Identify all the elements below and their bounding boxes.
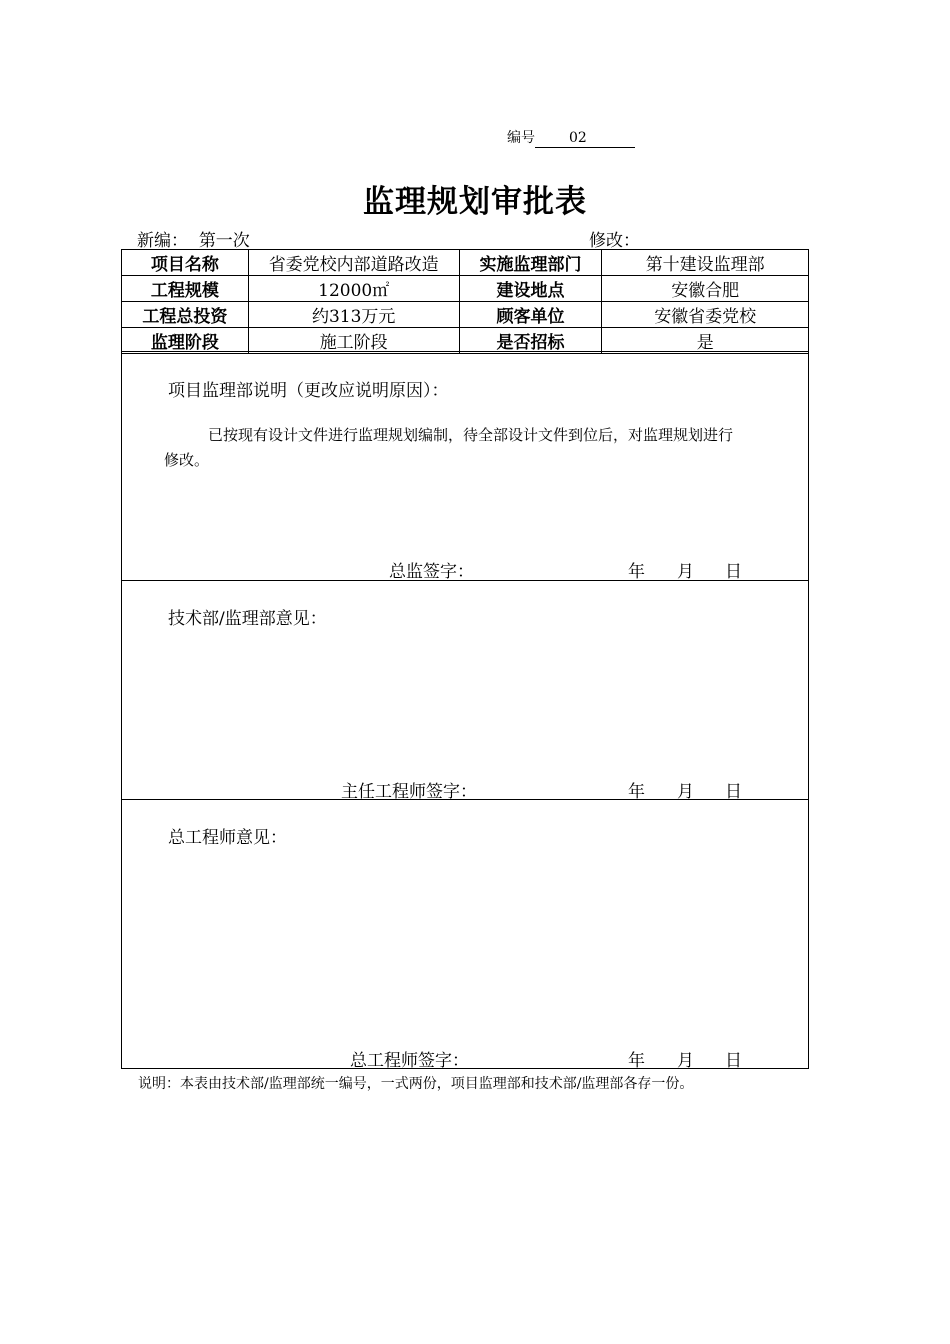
location-label: 建设地点: [459, 276, 602, 302]
investment-value: 约313万元: [248, 302, 459, 328]
date-month: 月: [677, 562, 694, 582]
chief-engineer-section: [121, 799, 809, 1069]
edition-new-value: 第一次: [198, 231, 250, 251]
supervision-dept-value: 第十建设监理部: [602, 250, 809, 276]
project-dept-section: [121, 351, 809, 581]
footnote: 说明：本表由技术部/监理部统一编号，一式两份，项目监理部和技术部/监理部各存一份。: [138, 1076, 694, 1092]
date-year: 年: [628, 562, 645, 582]
table-row: [122, 250, 809, 276]
project-scale-value: 12000㎡: [248, 276, 459, 302]
table-row: [122, 276, 809, 302]
location-value: 安徽合肥: [602, 276, 809, 302]
edition-revise-label: 修改：: [589, 231, 640, 251]
tech-dept-section: [121, 580, 809, 800]
stage-label: 监理阶段: [122, 328, 249, 354]
project-scale-label: 工程规模: [122, 276, 249, 302]
project-dept-body-line2: 修改。: [164, 451, 210, 469]
lead-engineer-signature-label: 主任工程师签字：: [341, 782, 477, 802]
chief-engineer-title: 总工程师意见：: [168, 828, 287, 848]
tech-dept-title: 技术部/监理部意见：: [168, 609, 327, 629]
table-row: [122, 328, 809, 354]
serial-value: 02: [535, 130, 635, 148]
date-year: 年: [628, 782, 645, 802]
page-title: 监理规划审批表: [363, 184, 587, 220]
supervision-dept-label: 实施监理部门: [459, 250, 602, 276]
client-value: 安徽省委党校: [602, 302, 809, 328]
date-month: 月: [677, 782, 694, 802]
table-row: [122, 302, 809, 328]
edition-revise: [589, 226, 640, 251]
edition-new: [137, 226, 250, 251]
tender-label: 是否招标: [459, 328, 602, 354]
chief-engineer-signature-label: 总工程师签字：: [350, 1051, 469, 1071]
project-dept-body-line1: 已按现有设计文件进行监理规划编制，待全部设计文件到位后，对监理规划进行: [208, 426, 734, 444]
date-day: 日: [725, 1051, 742, 1071]
investment-label: 工程总投资: [122, 302, 249, 328]
serial-number: [507, 127, 635, 148]
date-day: 日: [725, 562, 742, 582]
stage-value: 施工阶段: [248, 328, 459, 354]
date-year: 年: [628, 1051, 645, 1071]
serial-label: 编号: [507, 130, 535, 146]
tender-value: 是: [602, 328, 809, 354]
project-dept-title: 项目监理部说明（更改应说明原因）：: [168, 381, 449, 401]
edition-new-label: 新编：: [137, 231, 188, 251]
date-day: 日: [725, 782, 742, 802]
project-name-value: 省委党校内部道路改造: [248, 250, 459, 276]
chief-supervisor-signature-label: 总监签字：: [389, 562, 474, 582]
project-info-table: [121, 249, 809, 354]
project-name-label: 项目名称: [122, 250, 249, 276]
date-month: 月: [677, 1051, 694, 1071]
client-label: 顾客单位: [459, 302, 602, 328]
